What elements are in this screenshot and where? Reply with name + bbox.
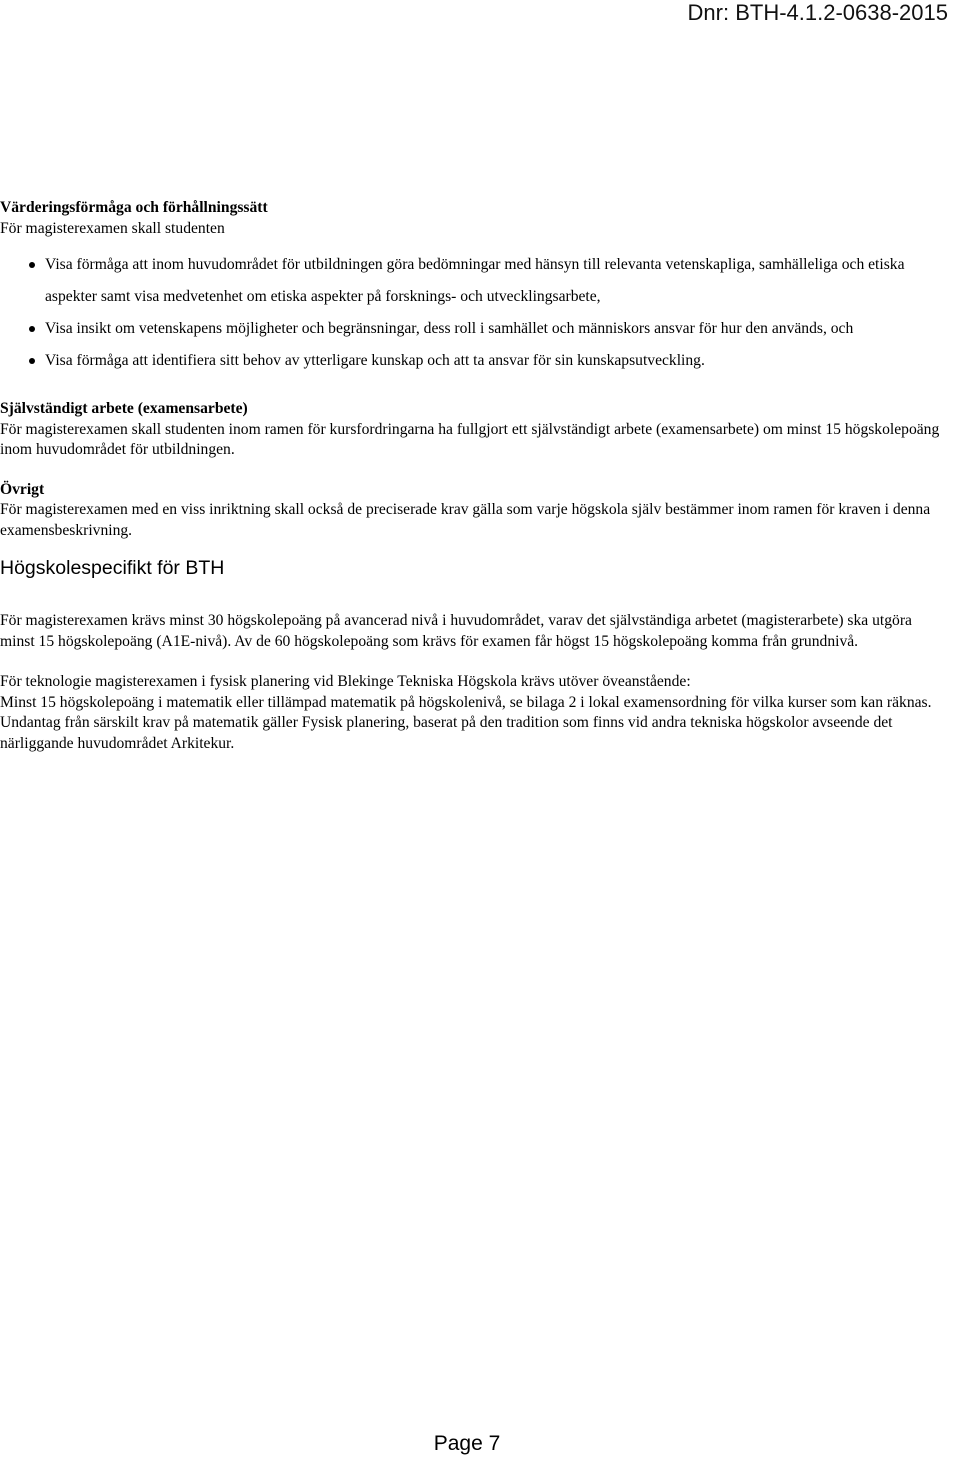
section-sjalvstandigt bbox=[0, 399, 940, 461]
page-number: Page 7 bbox=[433, 1432, 501, 1455]
bullet-icon bbox=[29, 326, 35, 332]
section-vardering bbox=[0, 198, 940, 377]
section-ovrigt bbox=[0, 480, 940, 542]
list-item bbox=[0, 313, 940, 345]
list-item-text: Visa förmåga att identifiera sitt behov av ytterligare kunskap och att ta ansvar för sin kunskapsutveckling. bbox=[45, 352, 705, 369]
section-bth bbox=[0, 555, 940, 754]
section-title-ovrigt: Övrigt bbox=[0, 480, 45, 498]
bth-paragraph-2-line-2: Minst 15 högskolepoäng i matematik eller tillämpad matematik på högskolenivå, se bilaga 2 i lokal examensordning för vilka kurser som kan räknas. Undantag från särskilt krav på matematik gäller Fysisk planering, baserat på den tradition som finns vid andra tekniska högskolor avseende det närliggande huvudområdet Arkitekur. bbox=[0, 693, 932, 752]
page-content bbox=[0, 198, 940, 754]
section-title-sjalvstandigt: Självständigt arbete (examensarbete) bbox=[0, 400, 248, 417]
list-item-text: Visa insikt om vetenskapens möjligheter och begränsningar, dess roll i samhället och människors ansvar för hur den används, och bbox=[45, 320, 854, 337]
section-intro-vardering: För magisterexamen skall studenten bbox=[0, 219, 225, 237]
bullet-icon bbox=[29, 358, 35, 364]
bth-paragraph-1: För magisterexamen krävs minst 30 högskolepoäng på avancerad nivå i huvudområdet, varav det självständiga arbetet (magisterarbete) ska utgöra minst 15 högskolepoäng (A1E-nivå). Av de 60 högskolepoäng som krävs för examen får högst 15 högskolepoäng komma från grundnivå. bbox=[0, 612, 912, 650]
bullet-icon bbox=[29, 262, 35, 268]
list-item-text: Visa förmåga att inom huvudområdet för utbildningen göra bedömningar med hänsyn till relevanta vetenskapliga, samhälleliga och etiska aspekter samt visa medvetenhet om etiska aspekter på forsknings- och utvecklingsarbete, bbox=[45, 256, 905, 305]
section-text-sjalvstandigt: För magisterexamen skall studenten inom ramen för kursfordringarna ha fullgjort ett självständigt arbete (examensarbete) om minst 15 högskolepoäng inom huvudområdet för utbildningen. bbox=[0, 420, 940, 458]
bth-heading: Högskolespecifikt för BTH bbox=[0, 557, 225, 579]
bullet-list bbox=[0, 249, 940, 377]
section-text-ovrigt: För magisterexamen med en viss inriktning skall också de preciserade krav gälla som varje högskola själv bestämmer inom ramen för kraven i denna examensbeskrivning. bbox=[0, 501, 931, 539]
list-item bbox=[0, 345, 940, 377]
list-item bbox=[0, 249, 940, 313]
section-title-vardering: Värderingsförmåga och förhållningssätt bbox=[0, 199, 268, 216]
bth-paragraph-2-line-1: För teknologie magisterexamen i fysisk planering vid Blekinge Tekniska Högskola krävs utöver öveanstående: bbox=[0, 673, 691, 690]
document-number: Dnr: BTH-4.1.2-0638-2015 bbox=[687, 0, 948, 25]
